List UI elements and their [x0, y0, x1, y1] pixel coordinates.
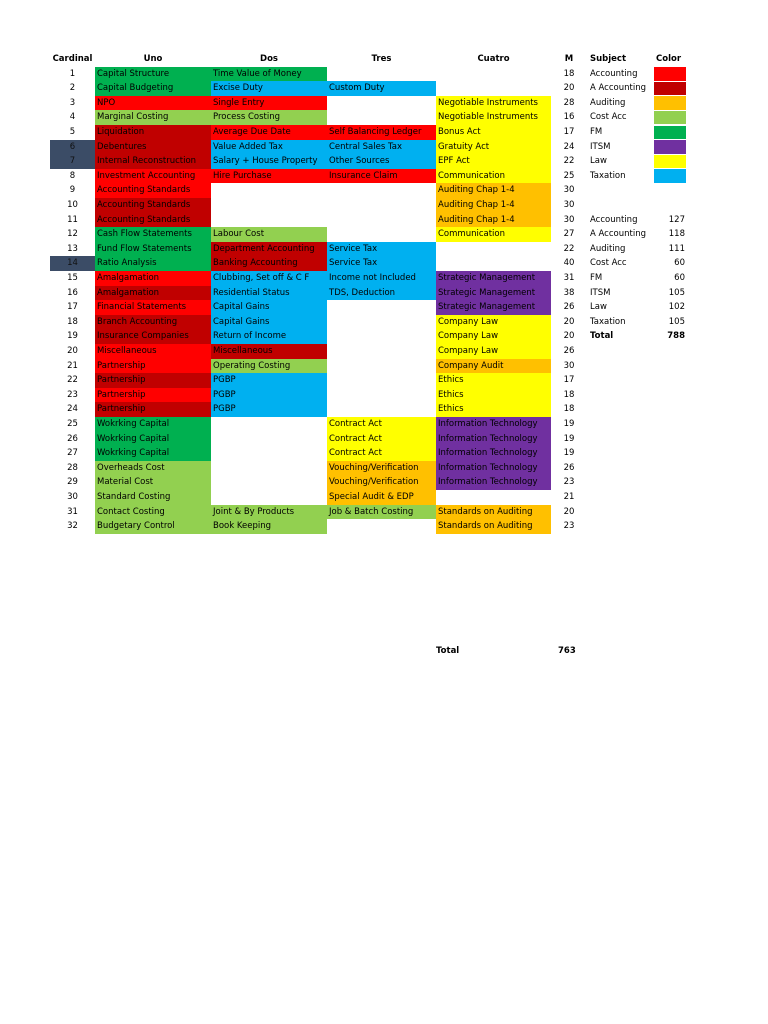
- header-dos: Dos: [260, 54, 278, 64]
- table-row: [50, 432, 580, 447]
- cell-m[interactable]: 20: [563, 331, 575, 342]
- cell-uno[interactable]: Internal Reconstruction: [95, 154, 211, 169]
- row-number[interactable]: 4: [69, 112, 76, 123]
- row-number[interactable]: 19: [67, 331, 78, 342]
- cell-m[interactable]: 30: [563, 360, 575, 371]
- cell-m[interactable]: 30: [563, 200, 575, 210]
- row-number[interactable]: 18: [67, 316, 78, 327]
- cell-m[interactable]: 18: [563, 389, 575, 400]
- cell-cuatro[interactable]: Auditing Chap 1-4: [436, 198, 551, 213]
- cell-dos[interactable]: Department Accounting: [211, 242, 327, 257]
- subject-total-row: [590, 227, 740, 242]
- cell-dos[interactable]: PGBP: [211, 388, 327, 403]
- legend-swatch: [654, 155, 686, 169]
- cell-dos[interactable]: Single Entry: [211, 96, 327, 111]
- legend-swatch: [654, 96, 686, 110]
- cell-dos[interactable]: Average Due Date: [211, 125, 327, 140]
- legend-item: [590, 140, 740, 155]
- subject-total-label: FM: [590, 273, 603, 283]
- cell-cuatro[interactable]: Ethics: [436, 388, 551, 403]
- legend-label: Taxation: [590, 170, 626, 181]
- cell-dos[interactable]: Excise Duty: [211, 81, 327, 96]
- m-total-label: Total: [436, 646, 460, 656]
- cell-uno[interactable]: Branch Accounting: [95, 315, 211, 330]
- cell-tres[interactable]: Insurance Claim: [327, 169, 436, 184]
- row-number[interactable]: 22: [67, 375, 78, 386]
- row-number[interactable]: 5: [69, 127, 76, 137]
- cell-m[interactable]: 19: [563, 433, 575, 444]
- table-row: [50, 96, 580, 111]
- cell-m[interactable]: 40: [563, 258, 575, 269]
- row-number[interactable]: 10: [67, 200, 78, 210]
- legend-label: Auditing: [590, 97, 626, 108]
- subject-total-row: [590, 315, 740, 330]
- subject-total-label: Accounting: [590, 214, 638, 225]
- subject-total-value: 105: [668, 316, 685, 327]
- subject-total-row: [590, 213, 740, 228]
- cell-uno[interactable]: Capital Budgeting: [95, 81, 211, 96]
- cell-dos[interactable]: Process Costing: [211, 110, 327, 125]
- cell-tres[interactable]: Special Audit & EDP: [327, 490, 436, 505]
- cell-m[interactable]: 18: [563, 68, 575, 79]
- grand-total-row: [590, 329, 740, 344]
- row-number[interactable]: 11: [67, 214, 78, 225]
- cell-uno[interactable]: Investment Accounting: [95, 169, 211, 184]
- row-number[interactable]: 30: [67, 492, 78, 502]
- cell-uno[interactable]: Overheads Cost: [95, 461, 211, 476]
- table-row: [50, 125, 580, 140]
- table-row: [50, 154, 580, 169]
- cell-dos[interactable]: Book Keeping: [211, 519, 327, 534]
- cell-uno[interactable]: Cash Flow Statements: [95, 227, 211, 242]
- cell-uno[interactable]: Amalgamation: [95, 271, 211, 286]
- subject-total-row: [590, 242, 740, 257]
- table-row: [50, 475, 580, 490]
- row-number[interactable]: 14: [50, 256, 95, 271]
- cell-uno[interactable]: Partnership: [95, 373, 211, 388]
- row-number[interactable]: 28: [67, 462, 78, 473]
- table-row: [50, 446, 580, 461]
- table-row: [50, 417, 580, 432]
- cell-cuatro[interactable]: Information Technology: [436, 446, 551, 461]
- table-row: [50, 286, 580, 301]
- cell-tres[interactable]: Contract Act: [327, 446, 436, 461]
- cell-cuatro[interactable]: Information Technology: [436, 432, 551, 447]
- cell-cuatro[interactable]: Gratuity Act: [436, 140, 551, 155]
- row-number[interactable]: 17: [67, 302, 78, 313]
- cell-m[interactable]: 23: [563, 521, 575, 532]
- cell-tres[interactable]: Contract Act: [327, 417, 436, 432]
- cell-m[interactable]: 21: [563, 492, 575, 502]
- cell-cuatro[interactable]: Ethics: [436, 402, 551, 417]
- table-row: [50, 505, 580, 520]
- cell-m[interactable]: 31: [563, 273, 575, 283]
- row-number[interactable]: 7: [50, 154, 95, 169]
- legend-swatch: [654, 67, 686, 81]
- table-row: [50, 490, 580, 505]
- subject-total-value: 60: [674, 273, 685, 283]
- table-row: [50, 388, 580, 403]
- legend-item: [590, 110, 740, 125]
- legend-label: Cost Acc: [590, 112, 627, 123]
- row-number[interactable]: 23: [67, 389, 78, 400]
- cell-m[interactable]: 19: [563, 419, 575, 429]
- cell-m[interactable]: 25: [563, 170, 575, 181]
- table-row: [50, 329, 580, 344]
- cell-cuatro[interactable]: Company Law: [436, 315, 551, 330]
- cell-dos[interactable]: Time Value of Money: [211, 67, 327, 82]
- cell-cuatro[interactable]: Auditing Chap 1-4: [436, 213, 551, 228]
- row-number[interactable]: 9: [69, 185, 76, 196]
- cell-uno[interactable]: Debentures: [95, 140, 211, 155]
- cell-cuatro[interactable]: Strategic Management: [436, 271, 551, 286]
- table-row: [50, 227, 580, 242]
- cell-m[interactable]: 20: [563, 83, 575, 94]
- m-total-value: 763: [558, 646, 576, 656]
- m-total: [436, 646, 576, 656]
- row-number[interactable]: 21: [67, 360, 78, 371]
- table-row: [50, 461, 580, 476]
- cell-cuatro[interactable]: Ethics: [436, 373, 551, 388]
- cell-m[interactable]: 27: [563, 229, 575, 240]
- subject-total-value: 102: [668, 302, 685, 313]
- cell-uno[interactable]: Partnership: [95, 388, 211, 403]
- cell-m[interactable]: 38: [563, 287, 575, 298]
- cell-cuatro[interactable]: Company Audit: [436, 359, 551, 374]
- legend-item: [590, 169, 740, 184]
- grand-total-value: 788: [667, 331, 685, 342]
- cell-tres[interactable]: Income not Included: [327, 271, 436, 286]
- subject-total-value: 118: [668, 229, 685, 240]
- cell-tres[interactable]: Central Sales Tax: [327, 140, 436, 155]
- legend-swatch: [654, 169, 686, 183]
- legend-swatch: [654, 82, 686, 96]
- cell-uno[interactable]: NPO: [95, 96, 211, 111]
- legend-label: Law: [590, 156, 607, 167]
- subject-total-row: [590, 286, 740, 301]
- row-number[interactable]: 32: [67, 521, 78, 532]
- cell-uno[interactable]: Contact Costing: [95, 505, 211, 520]
- cell-uno[interactable]: Amalgamation: [95, 286, 211, 301]
- cell-m[interactable]: 17: [563, 127, 575, 137]
- cell-m[interactable]: 28: [563, 97, 575, 108]
- cell-uno[interactable]: Accounting Standards: [95, 213, 211, 228]
- cell-m[interactable]: 26: [563, 346, 575, 356]
- header-m: M: [564, 54, 574, 64]
- subject-total-value: 60: [674, 258, 685, 269]
- legend-item: [590, 154, 740, 169]
- row-number[interactable]: 2: [69, 83, 76, 94]
- table-row: [50, 213, 580, 228]
- header-tres: Tres: [371, 54, 392, 64]
- cell-uno[interactable]: Accounting Standards: [95, 198, 211, 213]
- table-row: [50, 110, 580, 125]
- cell-dos[interactable]: Capital Gains: [211, 300, 327, 315]
- legend-label: A Accounting: [590, 83, 646, 94]
- cell-m[interactable]: 22: [563, 243, 575, 254]
- row-number[interactable]: 26: [67, 433, 78, 444]
- cell-dos[interactable]: Residential Status: [211, 286, 327, 301]
- cell-m[interactable]: 24: [563, 141, 575, 152]
- cell-cuatro[interactable]: Information Technology: [436, 475, 551, 490]
- subject-total-row: [590, 271, 740, 286]
- cell-uno[interactable]: Liquidation: [95, 125, 211, 140]
- cell-uno[interactable]: Insurance Companies: [95, 329, 211, 344]
- table-row: [50, 198, 580, 213]
- row-number[interactable]: 24: [67, 404, 78, 415]
- legend-label: Accounting: [590, 68, 638, 79]
- cell-tres[interactable]: Self Balancing Ledger: [327, 125, 436, 140]
- cell-tres[interactable]: Service Tax: [327, 242, 436, 257]
- legend-label: ITSM: [590, 141, 611, 152]
- table-row: [50, 315, 580, 330]
- cell-dos[interactable]: Miscellaneous: [211, 344, 327, 359]
- cell-tres[interactable]: TDS, Deduction: [327, 286, 436, 301]
- cell-tres[interactable]: Custom Duty: [327, 81, 436, 96]
- subject-total-value: 127: [668, 214, 685, 225]
- subject-total-label: Taxation: [590, 316, 626, 327]
- legend-item: [590, 96, 740, 111]
- cell-dos[interactable]: Labour Cost: [211, 227, 327, 242]
- subject-total-label: ITSM: [590, 287, 611, 298]
- legend-item: [590, 125, 740, 140]
- cell-cuatro[interactable]: Standards on Auditing: [436, 519, 551, 534]
- row-number[interactable]: 8: [69, 170, 76, 181]
- cell-m[interactable]: 30: [563, 185, 575, 196]
- cell-uno[interactable]: Fund Flow Statements: [95, 242, 211, 257]
- cell-dos[interactable]: Value Added Tax: [211, 140, 327, 155]
- subject-total-value: 111: [668, 243, 685, 254]
- cell-cuatro[interactable]: Information Technology: [436, 417, 551, 432]
- cell-m[interactable]: 20: [563, 316, 575, 327]
- table-row: [50, 242, 580, 257]
- subject-total-row: [590, 256, 740, 271]
- cell-uno[interactable]: Wokrking Capital: [95, 432, 211, 447]
- grand-total-label: Total: [590, 331, 614, 342]
- header-cardinal: Cardinal: [52, 54, 93, 64]
- cell-dos[interactable]: Joint & By Products: [211, 505, 327, 520]
- cell-cuatro[interactable]: Negotiable Instruments: [436, 96, 551, 111]
- cell-dos[interactable]: Capital Gains: [211, 315, 327, 330]
- cell-dos[interactable]: Operating Costing: [211, 359, 327, 374]
- row-number[interactable]: 13: [67, 243, 78, 254]
- cell-uno[interactable]: Accounting Standards: [95, 183, 211, 198]
- cell-uno[interactable]: Ratio Analysis: [95, 256, 211, 271]
- row-number[interactable]: 15: [67, 273, 78, 283]
- legend-swatch: [654, 126, 686, 140]
- cell-m[interactable]: 30: [563, 214, 575, 225]
- row-number[interactable]: 29: [67, 477, 78, 488]
- cell-m[interactable]: 17: [563, 375, 575, 386]
- cell-uno[interactable]: Budgetary Control: [95, 519, 211, 534]
- table-row: [50, 183, 580, 198]
- table-row: [50, 256, 580, 271]
- cell-cuatro[interactable]: Company Law: [436, 329, 551, 344]
- cell-cuatro[interactable]: Company Law: [436, 344, 551, 359]
- cell-uno[interactable]: Capital Structure: [95, 67, 211, 82]
- subject-total-label: Cost Acc: [590, 258, 627, 269]
- legend-swatch: [654, 140, 686, 154]
- legend-color-header: Color: [656, 54, 682, 64]
- table-row: [50, 300, 580, 315]
- table-row: [50, 67, 580, 82]
- cell-uno[interactable]: Financial Statements: [95, 300, 211, 315]
- cell-dos[interactable]: Salary + House Property: [211, 154, 327, 169]
- cell-m[interactable]: 23: [563, 477, 575, 488]
- cell-m[interactable]: 22: [563, 156, 575, 167]
- legend-label: FM: [590, 127, 603, 137]
- row-number[interactable]: 3: [69, 97, 76, 108]
- cell-cuatro[interactable]: Standards on Auditing: [436, 505, 551, 520]
- row-number[interactable]: 16: [67, 287, 78, 298]
- row-number[interactable]: 31: [67, 506, 78, 517]
- cell-uno[interactable]: Marginal Costing: [95, 110, 211, 125]
- table-row: [50, 81, 580, 96]
- cell-dos[interactable]: Hire Purchase: [211, 169, 327, 184]
- row-number[interactable]: 25: [67, 419, 78, 429]
- table-row: [50, 519, 580, 534]
- cell-cuatro[interactable]: Strategic Management: [436, 300, 551, 315]
- cell-uno[interactable]: Standard Costing: [95, 490, 211, 505]
- cell-cuatro[interactable]: Negotiable Instruments: [436, 110, 551, 125]
- cell-cuatro[interactable]: Communication: [436, 227, 551, 242]
- cell-dos[interactable]: Clubbing, Set off & C F: [211, 271, 327, 286]
- cell-cuatro[interactable]: Communication: [436, 169, 551, 184]
- table-row: [50, 344, 580, 359]
- cell-uno[interactable]: Miscellaneous: [95, 344, 211, 359]
- table-row: [50, 402, 580, 417]
- row-number[interactable]: 1: [69, 68, 76, 79]
- subject-total-label: Auditing: [590, 243, 626, 254]
- cell-tres[interactable]: Contract Act: [327, 432, 436, 447]
- subject-total-label: A Accounting: [590, 229, 646, 240]
- cell-cuatro[interactable]: Strategic Management: [436, 286, 551, 301]
- row-number[interactable]: 27: [67, 448, 78, 459]
- cell-cuatro[interactable]: Auditing Chap 1-4: [436, 183, 551, 198]
- subject-total-value: 105: [668, 287, 685, 298]
- cell-uno[interactable]: Partnership: [95, 359, 211, 374]
- table-row: [50, 140, 580, 155]
- legend-header: [590, 52, 740, 67]
- cell-m[interactable]: 26: [563, 302, 575, 313]
- cell-cuatro[interactable]: EPF Act: [436, 154, 551, 169]
- table-row: [50, 359, 580, 374]
- cell-uno[interactable]: Partnership: [95, 402, 211, 417]
- table-row: [50, 373, 580, 388]
- table-row: [50, 271, 580, 286]
- legend-item: [590, 67, 740, 82]
- table-row: [50, 169, 580, 184]
- cell-tres[interactable]: Job & Batch Costing: [327, 505, 436, 520]
- subject-total-label: Law: [590, 302, 607, 313]
- cell-uno[interactable]: Material Cost: [95, 475, 211, 490]
- cell-uno[interactable]: Wokrking Capital: [95, 417, 211, 432]
- cell-dos[interactable]: Banking Accounting: [211, 256, 327, 271]
- cell-m[interactable]: 16: [563, 112, 575, 123]
- row-number[interactable]: 12: [67, 229, 78, 240]
- cell-tres[interactable]: Service Tax: [327, 256, 436, 271]
- cell-uno[interactable]: Wokrking Capital: [95, 446, 211, 461]
- cell-m[interactable]: 19: [563, 448, 575, 459]
- header-cuatro: Cuatro: [477, 54, 510, 64]
- cell-m[interactable]: 18: [563, 404, 575, 415]
- legend-subject-header: Subject: [590, 54, 627, 64]
- legend-swatch: [654, 111, 686, 125]
- row-number[interactable]: 20: [67, 346, 78, 356]
- legend-item: [590, 81, 740, 96]
- subject-total-row: [590, 300, 740, 315]
- cell-tres[interactable]: Vouching/Verification: [327, 475, 436, 490]
- cell-m[interactable]: 26: [563, 462, 575, 473]
- cell-cuatro[interactable]: Bonus Act: [436, 125, 551, 140]
- cell-tres[interactable]: Vouching/Verification: [327, 461, 436, 476]
- cell-dos[interactable]: PGBP: [211, 373, 327, 388]
- cell-dos[interactable]: PGBP: [211, 402, 327, 417]
- cell-dos[interactable]: Return of Income: [211, 329, 327, 344]
- row-number[interactable]: 6: [50, 140, 95, 155]
- cell-tres[interactable]: Other Sources: [327, 154, 436, 169]
- header-uno: Uno: [143, 54, 163, 64]
- cell-m[interactable]: 20: [563, 506, 575, 517]
- cell-cuatro[interactable]: Information Technology: [436, 461, 551, 476]
